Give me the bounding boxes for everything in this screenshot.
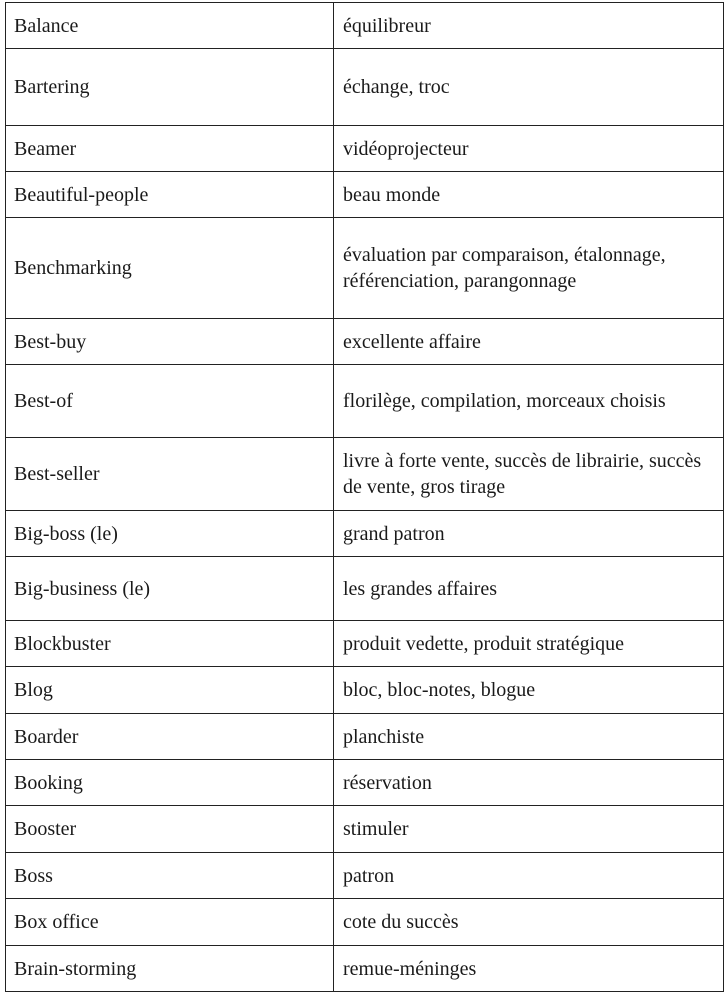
term-cell: Big-boss (le) bbox=[6, 511, 334, 557]
table-row bbox=[6, 853, 724, 899]
term-cell: Balance bbox=[6, 3, 334, 49]
table-row bbox=[6, 667, 724, 714]
translation-cell: grand patron bbox=[334, 511, 724, 557]
table-row bbox=[6, 172, 724, 218]
table-row bbox=[6, 806, 724, 853]
translation-cell: remue-méninges bbox=[334, 946, 724, 992]
term-cell: Best-buy bbox=[6, 319, 334, 365]
translation-cell: bloc, bloc-notes, blogue bbox=[334, 667, 724, 714]
table-row bbox=[6, 760, 724, 806]
translation-cell: produit vedette, produit stratégique bbox=[334, 621, 724, 667]
table-row bbox=[6, 126, 724, 172]
translation-cell: patron bbox=[334, 853, 724, 899]
table-row bbox=[6, 714, 724, 760]
term-cell: Boarder bbox=[6, 714, 334, 760]
translation-cell: les grandes affaires bbox=[334, 557, 724, 621]
term-cell: Bartering bbox=[6, 49, 334, 126]
term-cell: Brain-storming bbox=[6, 946, 334, 992]
table-row bbox=[6, 557, 724, 621]
term-cell: Blog bbox=[6, 667, 334, 714]
table-row bbox=[6, 49, 724, 126]
translation-cell: équilibreur bbox=[334, 3, 724, 49]
term-cell: Boss bbox=[6, 853, 334, 899]
term-cell: Blockbuster bbox=[6, 621, 334, 667]
translation-cell: échange, troc bbox=[334, 49, 724, 126]
term-cell: Booster bbox=[6, 806, 334, 853]
translation-cell: florilège, compilation, morceaux choisis bbox=[334, 365, 724, 438]
translation-cell: cote du succès bbox=[334, 899, 724, 946]
term-cell: Beautiful-people bbox=[6, 172, 334, 218]
term-cell: Booking bbox=[6, 760, 334, 806]
term-cell: Beamer bbox=[6, 126, 334, 172]
translation-cell: évaluation par comparaison, étalonnage, référenciation, parangonnage bbox=[334, 218, 724, 319]
translation-cell: beau monde bbox=[334, 172, 724, 218]
translation-cell: excellente affaire bbox=[334, 319, 724, 365]
translation-cell: réservation bbox=[334, 760, 724, 806]
glossary-table bbox=[5, 2, 724, 992]
translation-cell: stimuler bbox=[334, 806, 724, 853]
term-cell: Best-seller bbox=[6, 438, 334, 511]
table-row bbox=[6, 621, 724, 667]
table-row bbox=[6, 365, 724, 438]
table-row bbox=[6, 319, 724, 365]
term-cell: Best-of bbox=[6, 365, 334, 438]
table-row bbox=[6, 218, 724, 319]
translation-cell: vidéoprojecteur bbox=[334, 126, 724, 172]
table-row bbox=[6, 946, 724, 992]
table-row bbox=[6, 438, 724, 511]
table-row bbox=[6, 511, 724, 557]
table-row bbox=[6, 899, 724, 946]
term-cell: Big-business (le) bbox=[6, 557, 334, 621]
term-cell: Benchmarking bbox=[6, 218, 334, 319]
translation-cell: livre à forte vente, succès de librairie, succès de vente, gros tirage bbox=[334, 438, 724, 511]
term-cell: Box office bbox=[6, 899, 334, 946]
table-row bbox=[6, 3, 724, 49]
translation-cell: planchiste bbox=[334, 714, 724, 760]
